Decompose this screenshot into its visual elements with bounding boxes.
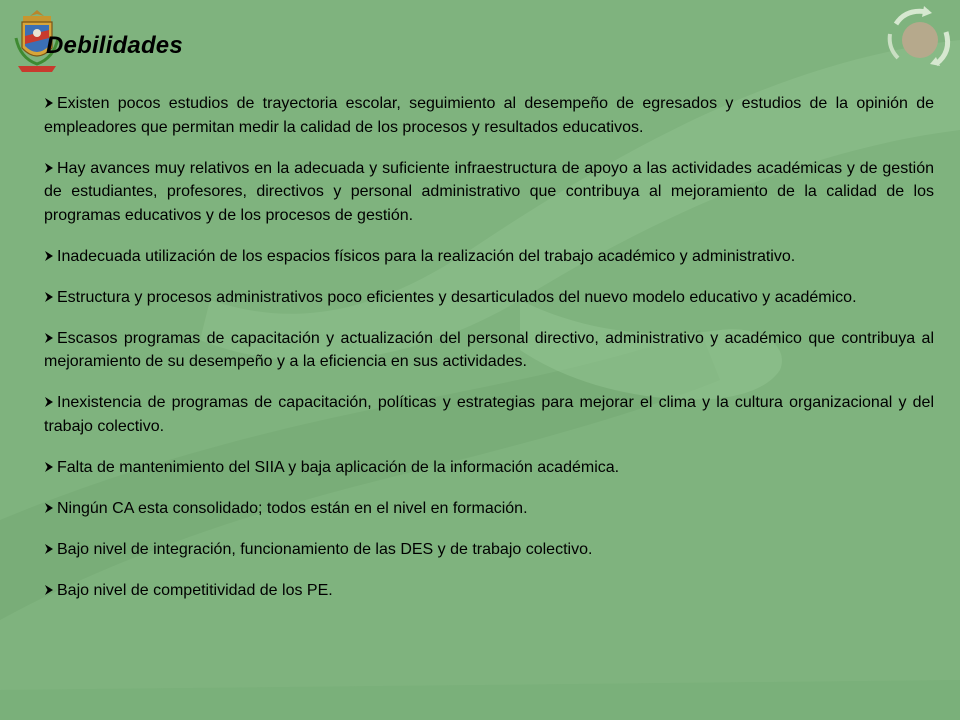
list-item bbox=[44, 579, 934, 603]
circular-arrows-emblem-icon bbox=[876, 4, 956, 70]
list-item bbox=[44, 497, 934, 521]
arrowhead-bullet-icon bbox=[44, 250, 54, 262]
list-item-text: Estructura y procesos administrativos poco eficientes y desarticulados del nuevo modelo educativo y académico. bbox=[57, 288, 857, 306]
list-item-text: Bajo nivel de competitividad de los PE. bbox=[57, 581, 333, 599]
list-item bbox=[44, 157, 934, 228]
list-item bbox=[44, 92, 934, 139]
list-item-text: Falta de mantenimiento del SIIA y baja aplicación de la información académica. bbox=[57, 458, 620, 476]
list-item bbox=[44, 391, 934, 438]
list-item-text: Inadecuada utilización de los espacios físicos para la realización del trabajo académico y administrativo. bbox=[57, 247, 796, 265]
arrowhead-bullet-icon bbox=[44, 332, 54, 344]
list-item-text: Bajo nivel de integración, funcionamiento de las DES y de trabajo colectivo. bbox=[57, 540, 593, 558]
list-item-text: Hay avances muy relativos en la adecuada y suficiente infraestructura de apoyo a las actividades académicas y de gestión de estudiantes, profesores, directivos y personal administrativo que contribuya al mejoramiento de la calidad de los programas educativos y de los procesos de gestión. bbox=[44, 159, 934, 224]
list-item bbox=[44, 286, 934, 310]
arrowhead-bullet-icon bbox=[44, 502, 54, 514]
arrowhead-bullet-icon bbox=[44, 97, 54, 109]
list-item bbox=[44, 538, 934, 562]
arrowhead-bullet-icon bbox=[44, 396, 54, 408]
arrowhead-bullet-icon bbox=[44, 162, 54, 174]
arrowhead-bullet-icon bbox=[44, 291, 54, 303]
list-item bbox=[44, 327, 934, 374]
list-item bbox=[44, 456, 934, 480]
arrowhead-bullet-icon bbox=[44, 543, 54, 555]
arrowhead-bullet-icon bbox=[44, 461, 54, 473]
list-item bbox=[44, 245, 934, 269]
list-item-text: Inexistencia de programas de capacitación, políticas y estrategias para mejorar el clima y la cultura organizacional y del trabajo colectivo. bbox=[44, 394, 934, 435]
list-item-text: Existen pocos estudios de trayectoria escolar, seguimiento al desempeño de egresados y estudios de la opinión de empleadores que permitan medir la calidad de los procesos y resultados educativos. bbox=[44, 95, 934, 136]
weakness-list bbox=[44, 92, 934, 620]
arrowhead-bullet-icon bbox=[44, 584, 54, 596]
list-item-text: Ningún CA esta consolidado; todos están en el nivel en formación. bbox=[57, 499, 528, 517]
slide-title: Debilidades bbox=[46, 32, 183, 59]
list-item-text: Escasos programas de capacitación y actualización del personal directivo, administrativo y académico que contribuya al mejoramiento de su desempeño y a la eficiencia en sus actividades. bbox=[44, 329, 934, 370]
